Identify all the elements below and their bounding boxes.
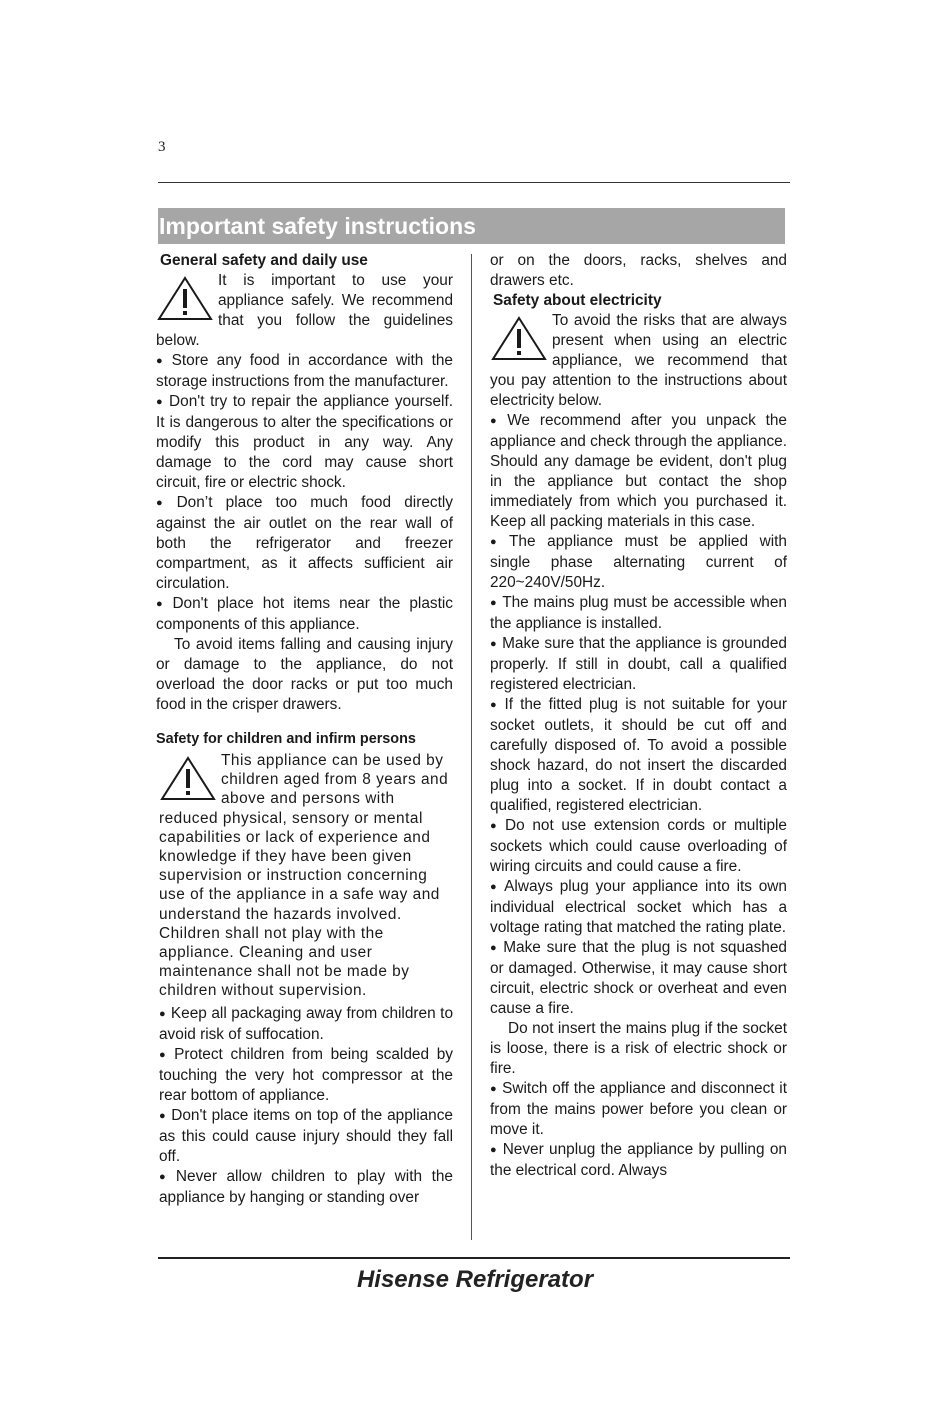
bullet-squashed-plug: ● Make sure that the plug is not squashed or damaged. Otherwise, it may cause short circuit, electric shock or overheat and even cause a fire. xyxy=(490,938,787,1019)
children-intro: This appliance can be used by children aged from 8 years and above and persons with reduced physical, sensory or mental capabilities or lack of experience and knowledge if they have been given supervision or instruction concerning use of the appliance in a safe way and understand the hazards involved. Children shall not play with the appliance. Cleaning and user maintenance shall not be made by children without supervision. xyxy=(159,752,449,1000)
warning-icon xyxy=(156,275,214,325)
bullet-air-outlet: ● Don’t place too much food directly against the air outlet on the rear wall of both the refrigerator and freezer compartment, as it affects sufficient air circulation. xyxy=(156,493,453,594)
heading-children-safety: Safety for children and infirm persons xyxy=(156,731,416,747)
bullet-unpack: ● We recommend after you unpack the appliance and check through the appliance. Should any damage be evident, don't plug in the appliance but contact the shop immediately from which you purchased it. Keep all packing materials in this case. xyxy=(490,411,787,532)
bullet-children-play: ● Never allow children to play with the appliance by hanging or standing over xyxy=(159,1167,453,1208)
heading-general-safety: General safety and daily use xyxy=(160,252,368,269)
bullet-switch-off: ● Switch off the appliance and disconnect it from the mains power before you clean or move it. xyxy=(490,1079,787,1140)
bullet-extension-cords: ● Do not use extension cords or multiple sockets which could cause overloading of wiring circuits and could cause a fire. xyxy=(490,816,787,877)
bullet-grounded: ● Make sure that the appliance is grounded properly. If still in doubt, call a qualified registered electrician. xyxy=(490,634,787,695)
brand-footer: Hisense Refrigerator xyxy=(356,1266,594,1293)
bullet-store-food: ● Store any food in accordance with the storage instructions from the manufacturer. xyxy=(156,351,453,392)
page-title: Important safety instructions xyxy=(158,208,785,244)
warning-icon xyxy=(159,755,217,805)
right-column xyxy=(490,251,787,1181)
heading-electricity-safety: Safety about electricity xyxy=(493,292,662,309)
bullet-mains-plug: ● The mains plug must be accessible when the appliance is installed. xyxy=(490,593,787,634)
top-rule xyxy=(158,182,790,183)
bullet-no-repair: ● Don't try to repair the appliance yourself. It is dangerous to alter the specifications or modify this product in any way. Any damage to the cord may cause short circuit, fire or electric shock. xyxy=(156,392,453,493)
electricity-intro: To avoid the risks that are always present when using an electric appliance, we recommend that you pay attention to the instructions about electricity below. xyxy=(490,312,787,409)
warning-icon xyxy=(490,315,548,365)
bullet-scalded: ● Protect children from being scalded by touching the very hot compressor at the rear bottom of appliance. xyxy=(159,1045,453,1106)
column-divider xyxy=(471,254,472,1240)
bullet-fitted-plug: ● If the fitted plug is not suitable for your socket outlets, it should be cut off and carefully disposed of. To avoid a possible shock hazard, do not insert the discarded plug into a socket. If in doubt contact a qualified, registered electrician. xyxy=(490,695,787,816)
bullet-own-socket: ● Always plug your appliance into its own individual electrical socket which has a voltage rating that matched the rating plate. xyxy=(490,877,787,938)
paragraph-falling-items: To avoid items falling and causing injury or damage to the appliance, do not overload the door racks or put too much food in the crisper drawers. xyxy=(156,636,453,713)
bullet-packaging: ● Keep all packaging away from children to avoid risk of suffocation. xyxy=(159,1004,453,1045)
bullet-single-phase: ● The appliance must be applied with single phase alternating current of 220~240V/50Hz. xyxy=(490,532,787,593)
general-intro: It is important to use your appliance safely. We recommend that you follow the guidelines below. xyxy=(156,272,453,349)
continued-text: or on the doors, racks, shelves and drawers etc. xyxy=(490,252,787,289)
bullet-hot-items: ● Don't place hot items near the plastic components of this appliance. xyxy=(156,594,453,635)
paragraph-loose-socket: Do not insert the mains plug if the socket is loose, there is a risk of electric shock or fire. xyxy=(490,1020,787,1077)
bullet-never-unplug: ● Never unplug the appliance by pulling on the electrical cord. Always xyxy=(490,1140,787,1181)
page-number: 3 xyxy=(158,139,166,155)
bottom-rule xyxy=(158,1257,790,1259)
bullet-items-on-top: ● Don't place items on top of the appliance as this could cause injury should they fall off. xyxy=(159,1106,453,1167)
left-column xyxy=(156,251,453,1208)
